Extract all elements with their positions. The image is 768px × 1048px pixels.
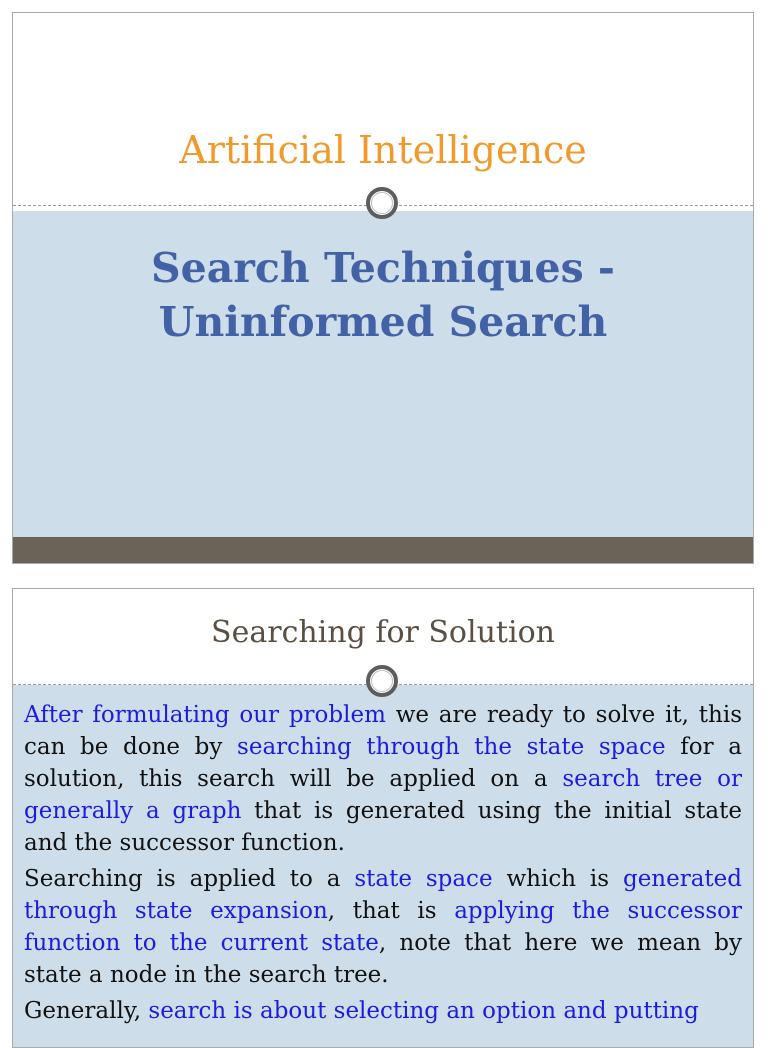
highlighted-text: state space bbox=[354, 866, 493, 892]
highlighted-text: searching through the state space bbox=[237, 734, 666, 760]
ring-ornament-icon bbox=[366, 187, 398, 219]
body-text: , that is bbox=[327, 898, 455, 924]
slide-body bbox=[24, 699, 742, 1031]
body-text: which is bbox=[492, 866, 623, 892]
body-text: Generally, bbox=[24, 998, 149, 1024]
highlighted-text: generated through state expansion bbox=[24, 866, 743, 924]
highlighted-text: search is about selecting an option and putting bbox=[148, 998, 699, 1024]
paragraph bbox=[24, 699, 742, 859]
slide-title bbox=[12, 12, 754, 564]
slide-searching-for-solution bbox=[12, 588, 754, 1048]
highlighted-text: search tree or generally a graph bbox=[24, 766, 743, 824]
body-text: Searching is applied to a bbox=[24, 866, 355, 892]
body-text: for a solution, this search will be applied on a bbox=[24, 734, 742, 792]
paragraph bbox=[24, 863, 742, 991]
highlighted-text: After formulating our problem bbox=[24, 702, 386, 728]
highlighted-text: applying the successor function to the current state bbox=[24, 898, 742, 956]
slide-header-area bbox=[13, 13, 753, 205]
slide-title: Searching for Solution bbox=[211, 615, 555, 650]
slide-footer-bar bbox=[13, 537, 753, 563]
paragraph bbox=[24, 995, 742, 1027]
body-text: that is generated using the initial state and the successor function. bbox=[24, 798, 742, 856]
body-text: we are ready to solve it, this can be done by bbox=[24, 702, 743, 760]
body-text: , note that here we mean by state a node in the search tree. bbox=[24, 930, 742, 988]
lecture-title: Search Techniques - Uninformed Search bbox=[151, 244, 615, 346]
ring-ornament-icon bbox=[366, 665, 398, 697]
course-title: Artificial Intelligence bbox=[179, 128, 587, 172]
